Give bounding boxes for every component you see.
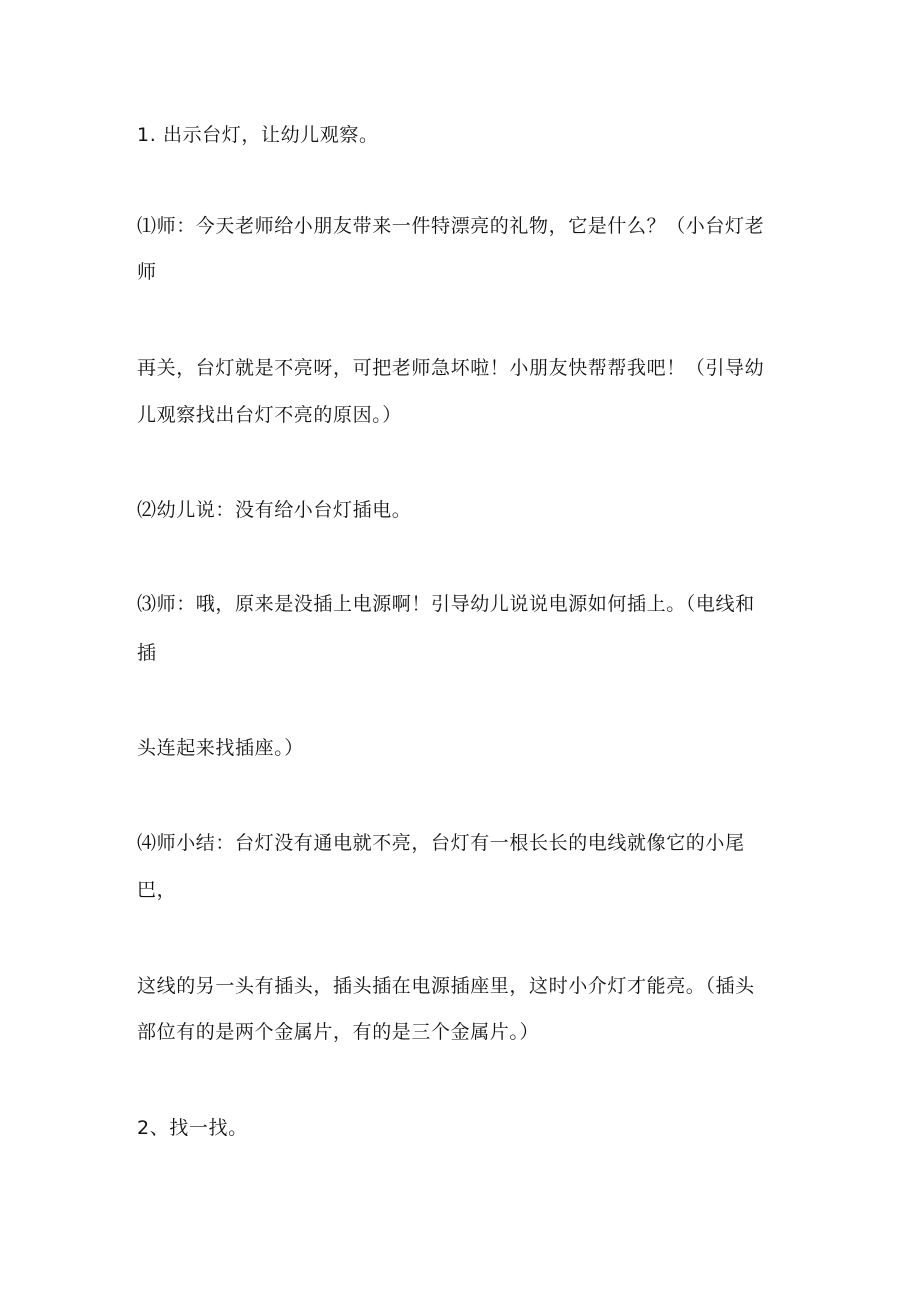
paragraph-4-line-2: 插: [137, 642, 157, 664]
paragraph-1-line-1: ⑴师：今天老师给小朋友带来一件特漂亮的礼物，它是什么？（小台灯老: [137, 215, 765, 237]
paragraph-2-line-2: 儿观察找出台灯不亮的原因。）: [137, 404, 402, 426]
paragraph-2-line-1: 再关，台灯就是不亮呀，可把老师急坏啦！小朋友快帮帮我吧！（引导幼: [137, 357, 765, 379]
paragraph-3-line-1: ⑵幼儿说：没有给小台灯插电。: [137, 499, 412, 521]
paragraph-5-line-1: 头连起来找插座。）: [137, 737, 304, 759]
paragraph-1-line-2: 师: [137, 261, 157, 283]
section-heading-1: 1. 出示台灯，让幼儿观察。: [137, 124, 379, 146]
paragraph-6-line-1: ⑷师小结：台灯没有通电就不亮，台灯有一根长长的电线就像它的小尾: [137, 832, 745, 854]
paragraph-6-line-2: 巴，: [137, 879, 177, 901]
paragraph-4-line-1: ⑶师：哦，原来是没插上电源啊！引导幼儿说说电源如何插上。（电线和: [137, 593, 755, 615]
paragraph-7-line-2: 部位有的是两个金属片，有的是三个金属片。）: [137, 1021, 540, 1043]
paragraph-7-line-1: 这线的另一头有插头，插头插在电源插座里，这时小介灯才能亮。（插头: [137, 975, 755, 997]
section-heading-2: 2、找一找。: [137, 1117, 248, 1139]
